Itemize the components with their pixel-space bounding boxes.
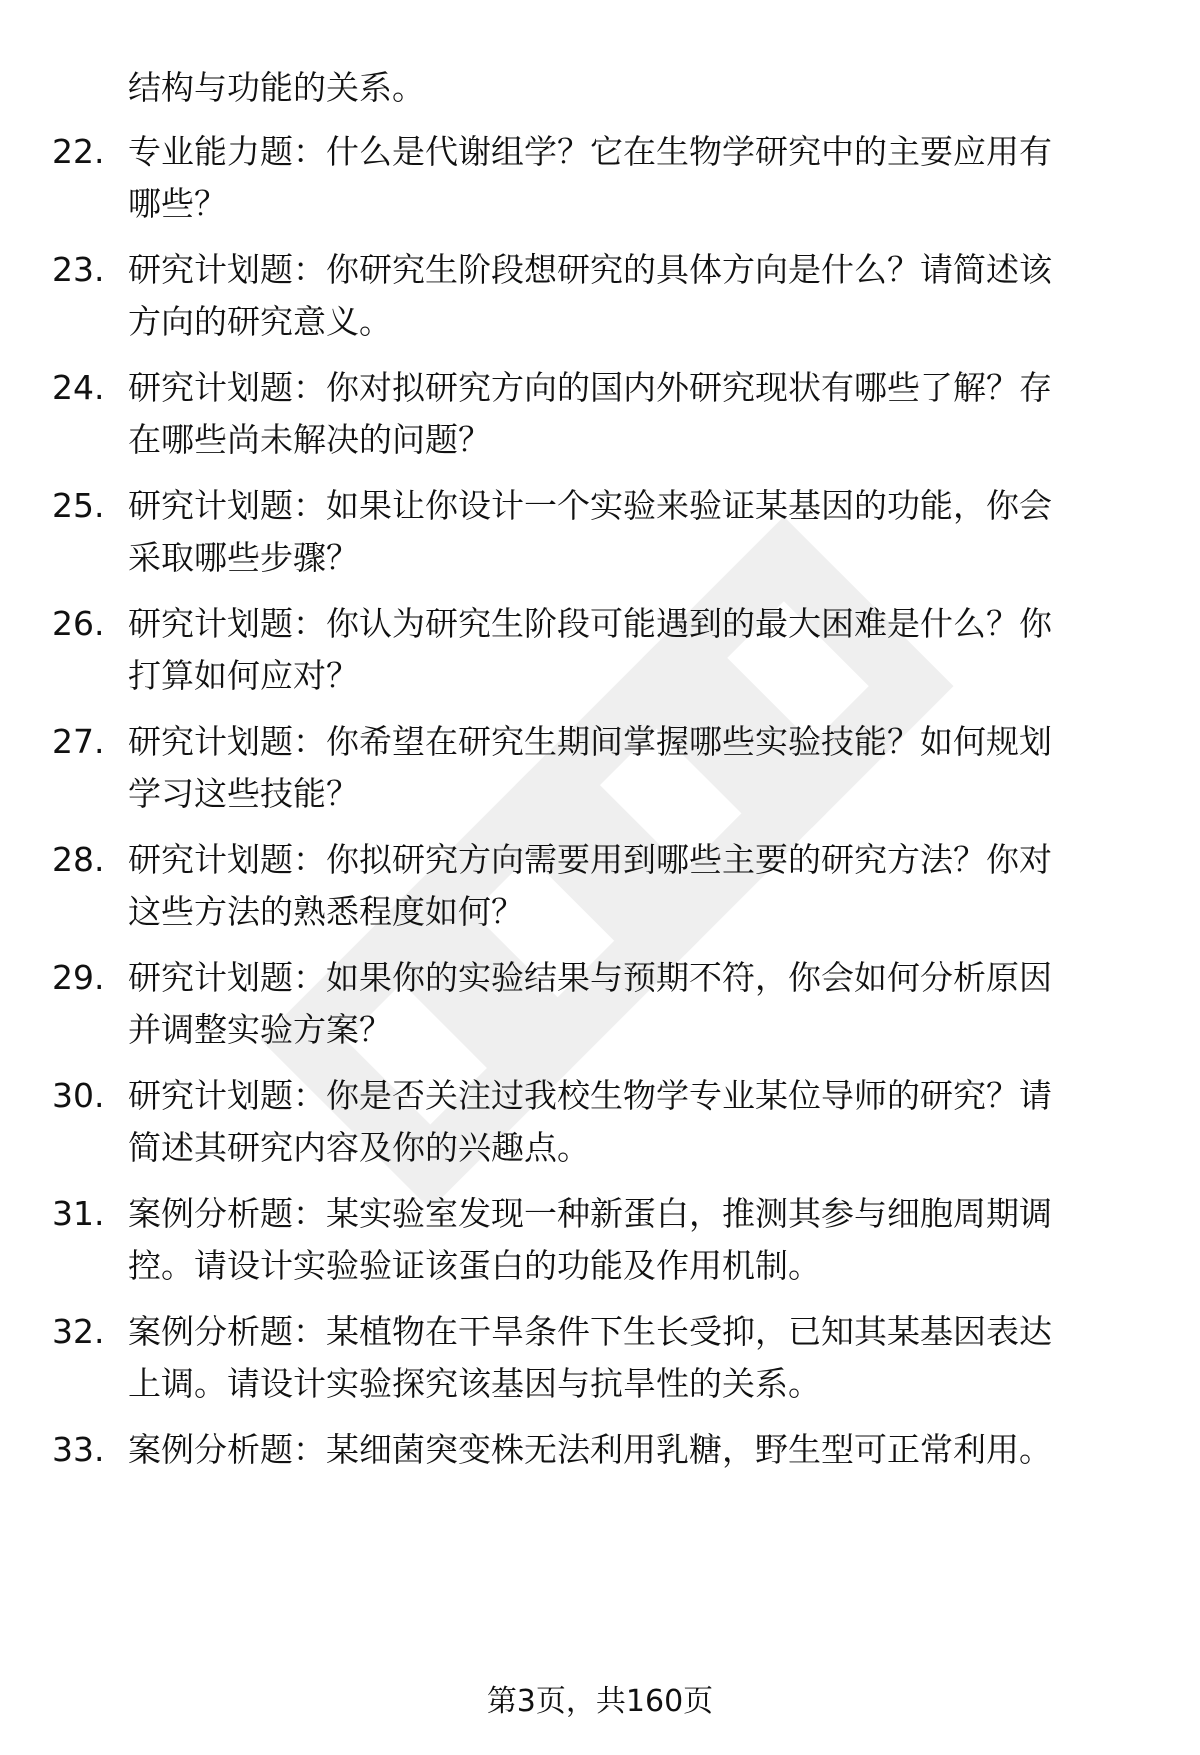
question-number: 33. [52,1430,105,1469]
question-line: 控。请设计实验验证该蛋白的功能及作用机制。 [128,1246,821,1285]
question-number: 23. [52,250,105,289]
question-line: 并调整实验方案？ [128,1010,392,1049]
question-line: 研究计划题：如果你的实验结果与预期不符，你会如何分析原因 [128,958,1052,997]
question-line: 上调。请设计实验探究该基因与抗旱性的关系。 [128,1364,821,1403]
question-line: 这些方法的熟悉程度如何？ [128,892,524,931]
question-text [128,834,1148,938]
question-line: 哪些？ [128,184,227,223]
question-number: 29. [52,958,105,997]
question-line: 研究计划题：如果让你设计一个实验来验证某基因的功能，你会 [128,486,1052,525]
question-line: 研究计划题：你是否关注过我校生物学专业某位导师的研究？请 [128,1076,1052,1115]
question-text [128,480,1148,584]
question-text [128,952,1148,1056]
question-line: 案例分析题：某植物在干旱条件下生长受抑，已知其某基因表达 [128,1312,1052,1351]
question-text [128,1188,1148,1292]
question-line: 在哪些尚未解决的问题？ [128,420,491,459]
question-line: 方向的研究意义。 [128,302,392,341]
question-line: 研究计划题：你认为研究生阶段可能遇到的最大困难是什么？你 [128,604,1052,643]
question-number: 27. [52,722,105,761]
question-text [128,1424,1148,1476]
question-text [128,362,1148,466]
question-line: 研究计划题：你对拟研究方向的国内外研究现状有哪些了解？存 [128,368,1052,407]
question-line: 案例分析题：某实验室发现一种新蛋白，推测其参与细胞周期调 [128,1194,1052,1233]
question-number: 24. [52,368,105,407]
question-line: 专业能力题：什么是代谢组学？它在生物学研究中的主要应用有 [128,132,1052,171]
question-number: 30. [52,1076,105,1115]
question-text [128,244,1148,348]
question-number: 31. [52,1194,105,1233]
question-line: 研究计划题：你希望在研究生期间掌握哪些实验技能？如何规划 [128,722,1052,761]
question-line: 简述其研究内容及你的兴趣点。 [128,1128,590,1167]
question-line: 学习这些技能？ [128,774,359,813]
question-text [128,716,1148,820]
question-text [128,598,1148,702]
question-line: 采取哪些步骤？ [128,538,359,577]
question-number: 26. [52,604,105,643]
continuation-text: 结构与功能的关系。 [128,68,425,107]
question-number: 22. [52,132,105,171]
question-line: 研究计划题：你拟研究方向需要用到哪些主要的研究方法？你对 [128,840,1052,879]
question-number: 28. [52,840,105,879]
question-number: 32. [52,1312,105,1351]
question-text [128,1306,1148,1410]
question-line: 研究计划题：你研究生阶段想研究的具体方向是什么？请简述该 [128,250,1052,289]
question-number: 25. [52,486,105,525]
page-footer: 第3页，共160页 [486,1684,714,1719]
question-line: 案例分析题：某细菌突变株无法利用乳糖，野生型可正常利用。 [128,1430,1052,1469]
question-line: 打算如何应对？ [128,656,359,695]
question-text [128,1070,1148,1174]
question-text [128,126,1148,230]
